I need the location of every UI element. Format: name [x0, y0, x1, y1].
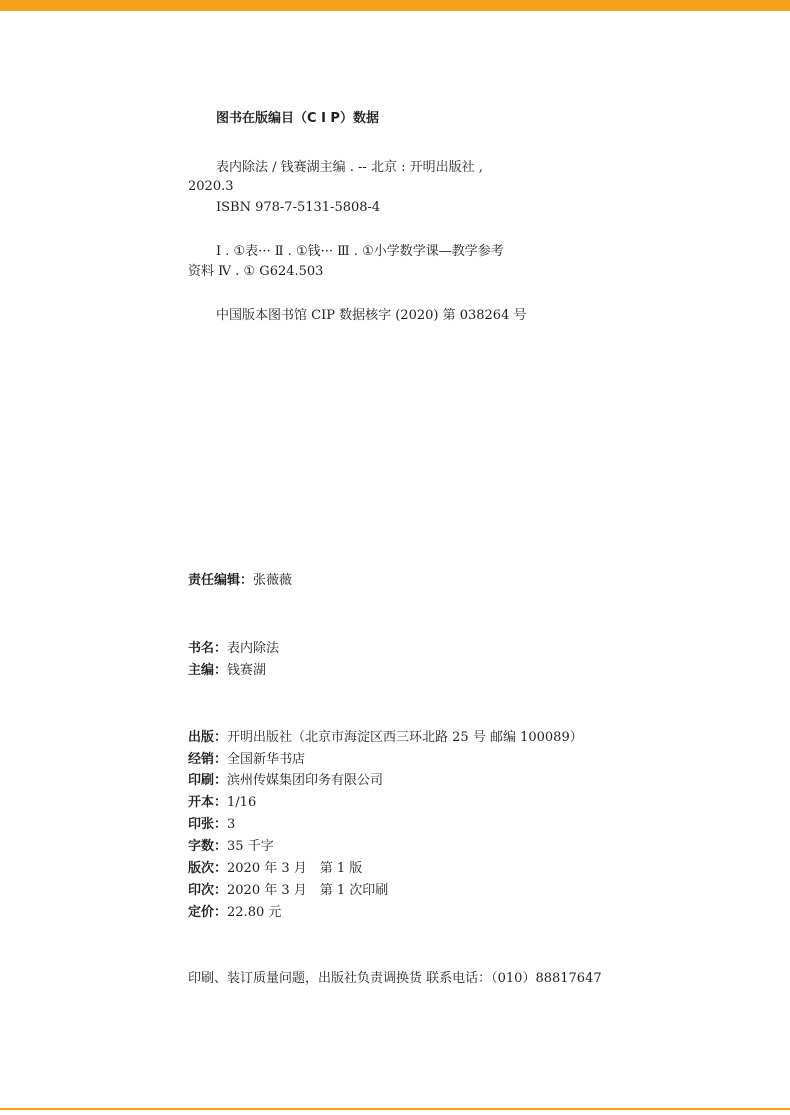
book-title-value: 表内除法	[227, 641, 280, 656]
publisher-row	[188, 729, 583, 747]
word-count-row	[188, 838, 274, 856]
printing-label: 印次：	[188, 883, 228, 898]
cip-line-2: 2020.3	[188, 179, 234, 194]
distributor-value: 全国新华书店	[227, 752, 306, 767]
format-row	[188, 794, 256, 812]
cip-line-1: 表内除法 / 钱赛湖主编 . -- 北京 : 开明出版社 ,	[216, 160, 483, 175]
quality-notice: 印刷、装订质量问题，出版社负责调换货 联系电话：（010）88817647	[188, 971, 602, 986]
printer-label: 印刷：	[188, 773, 228, 788]
cip-line-4: Ⅰ . ①表··· Ⅱ . ①钱··· Ⅲ . ①小学数学课—教学参考	[216, 244, 504, 259]
top-accent-band	[0, 0, 790, 11]
chief-editor-row	[188, 662, 266, 680]
publisher-value: 开明出版社（北京市海淀区西三环北路 25 号 邮编 100089）	[227, 730, 583, 745]
publisher-label: 出版：	[188, 730, 228, 745]
sheets-row	[188, 816, 235, 834]
printer-value: 滨州传媒集团印务有限公司	[227, 773, 384, 788]
printer-row	[188, 772, 383, 790]
edition-value: 2020 年 3 月 第 1 版	[227, 861, 363, 876]
cip-title: 图书在版编目（C I P）数据	[216, 111, 379, 126]
cip-isbn: ISBN 978-7-5131-5808-4	[216, 200, 381, 215]
cip-line-6: 中国版本图书馆 CIP 数据核字 (2020) 第 038264 号	[216, 308, 527, 323]
price-value: 22.80 元	[227, 905, 282, 920]
edition-label: 版次：	[188, 861, 228, 876]
editor-value: 张薇薇	[253, 573, 293, 588]
chief-editor-value: 钱赛湖	[227, 663, 267, 678]
responsible-editor	[188, 572, 292, 590]
book-title-label: 书名：	[188, 641, 228, 656]
format-value: 1/16	[227, 795, 257, 810]
edition-row	[188, 860, 362, 878]
editor-label: 责任编辑：	[188, 573, 254, 588]
cip-line-5: 资料 Ⅳ . ① G624.503	[188, 264, 324, 279]
word-count-label: 字数：	[188, 839, 228, 854]
distributor-row	[188, 751, 305, 769]
format-label: 开本：	[188, 795, 228, 810]
sheets-label: 印张：	[188, 817, 228, 832]
price-row	[188, 904, 281, 922]
printing-value: 2020 年 3 月 第 1 次印刷	[227, 883, 389, 898]
bottom-accent-line	[0, 1108, 790, 1110]
word-count-value: 35 千字	[227, 839, 274, 854]
book-title-row	[188, 640, 279, 658]
printing-row	[188, 882, 388, 900]
price-label: 定价：	[188, 905, 228, 920]
sheets-value: 3	[227, 817, 236, 832]
chief-editor-label: 主编：	[188, 663, 228, 678]
distributor-label: 经销：	[188, 752, 228, 767]
